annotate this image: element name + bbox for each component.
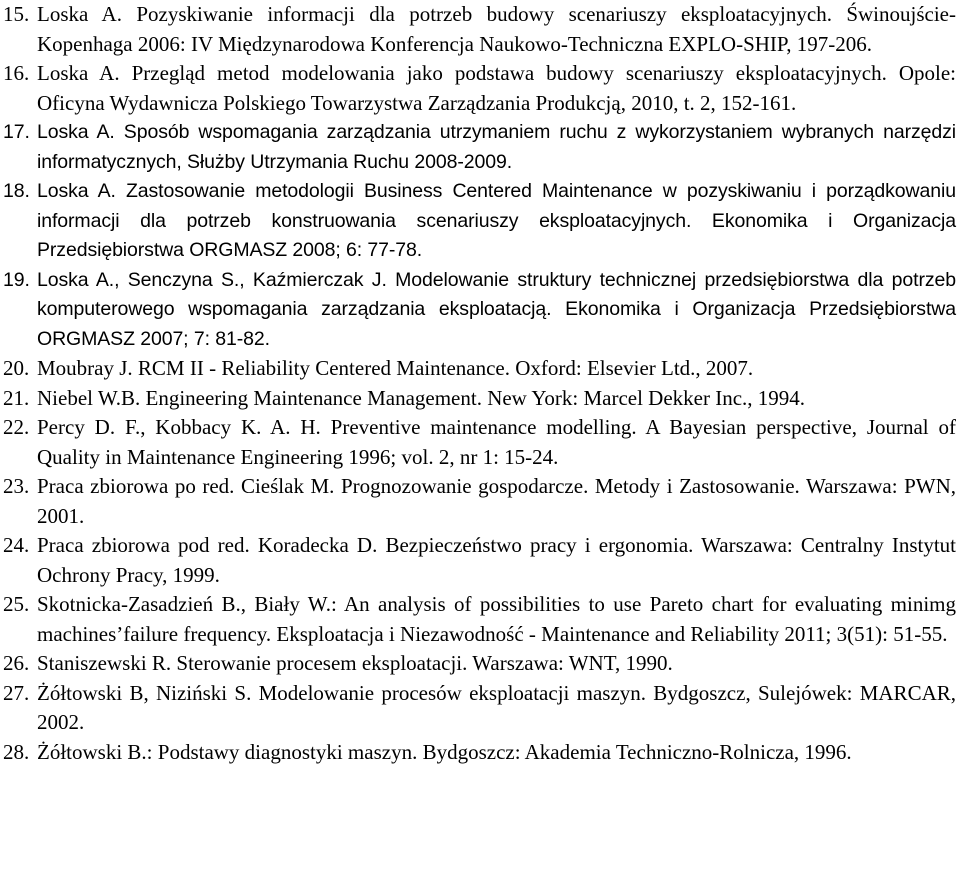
reference-item: [0, 413, 960, 472]
reference-item: [0, 590, 960, 649]
reference-number: 16.: [3, 61, 30, 85]
reference-text: Niebel W.B. Engineering Maintenance Management. New York: Marcel Dekker Inc., 1994.: [37, 385, 806, 410]
reference-item: [0, 384, 960, 414]
reference-number: 21.: [3, 385, 30, 410]
reference-text: Loska A. Pozyskiwanie informacji dla potrzeb budowy scenariuszy eksploatacyjnych. Świnoujście-Kopenhaga 2006: IV Międzynarodowa Konferencja Naukowo-Techniczna EXPLO-SHIP, 197-206.: [37, 2, 956, 56]
reference-number: 28.: [3, 739, 30, 764]
reference-item: [0, 266, 960, 355]
reference-item: [0, 679, 960, 738]
reference-text: Praca zbiorowa pod red. Koradecka D. Bezpieczeństwo pracy i ergonomia. Warszawa: Centralny Instytut Ochrony Pracy, 1999.: [37, 533, 956, 587]
reference-text: Loska A. Przegląd metod modelowania jako podstawa budowy scenariuszy eksploatacyjnych. Opole: Oficyna Wydawnicza Polskiego Towarzystwa Zarządzania Produkcją, 2010, t. 2, 152-161.: [37, 61, 956, 115]
reference-number: 19.: [3, 268, 30, 291]
reference-text: Praca zbiorowa po red. Cieślak M. Prognozowanie gospodarcze. Metody i Zastosowanie. Warszawa: PWN, 2001.: [37, 474, 956, 528]
reference-item: [0, 354, 960, 384]
reference-text: Staniszewski R. Sterowanie procesem eksploatacji. Warszawa: WNT, 1990.: [37, 651, 673, 675]
reference-item: [0, 649, 960, 679]
reference-text: Skotnicka-Zasadzień B., Biały W.: An analysis of possibilities to use Pareto chart for evaluating minimg machines’failure frequency. Eksploatacja i Niezawodność - Maintenance and Reliability 2011; 3(51): 51-55.: [37, 592, 956, 646]
reference-text: Loska A. Zastosowanie metodologii Business Centered Maintenance w pozyskiwaniu i porządkowaniu informacji dla potrzeb konstruowania scenariuszy eksploatacyjnych. Ekonomika i Organizacja Przedsiębiorstwa ORGMASZ 2008; 6: 77-78.: [37, 180, 956, 261]
reference-text: Moubray J. RCM II - Reliability Centered Maintenance. Oxford: Elsevier Ltd., 2007.: [37, 356, 754, 380]
reference-number: 25.: [3, 592, 30, 616]
reference-number: 20.: [3, 356, 30, 380]
reference-item: [0, 59, 960, 118]
reference-text: Żółtowski B, Niziński S. Modelowanie procesów eksploatacji maszyn. Bydgoszcz, Sulejówek: MARCAR, 2002.: [37, 680, 956, 734]
reference-text: Percy D. F., Kobbacy K. A. H. Preventive maintenance modelling. A Bayesian perspective, Journal of Quality in Maintenance Engineering 1996; vol. 2, nr 1: 15-24.: [37, 415, 956, 469]
reference-item: [0, 738, 960, 768]
reference-number: 18.: [3, 180, 30, 202]
reference-item: [0, 531, 960, 590]
reference-number: 24.: [3, 533, 30, 557]
reference-text: Loska A., Senczyna S., Kaźmierczak J. Modelowanie struktury technicznej przedsiębiorstwa dla potrzeb komputerowego wspomagania zarządzania eksploatacją. Ekonomika i Organizacja Przedsiębiorstwa ORGMASZ 2007; 7: 81-82.: [37, 268, 956, 350]
reference-item: [0, 0, 960, 59]
reference-number: 22.: [3, 415, 30, 439]
reference-number: 23.: [3, 474, 30, 498]
reference-text: Loska A. Sposób wspomagania zarządzania utrzymaniem ruchu z wykorzystaniem wybranych narzędzi informatycznych, Służby Utrzymania Ruchu 2008-2009.: [37, 121, 956, 173]
reference-number: 27.: [3, 680, 30, 705]
reference-number: 26.: [3, 651, 30, 675]
reference-number: 17.: [3, 121, 30, 143]
reference-item: [0, 177, 960, 266]
reference-item: [0, 472, 960, 531]
reference-text: Żółtowski B.: Podstawy diagnostyki maszyn. Bydgoszcz: Akademia Techniczno-Rolnicza, 1996.: [37, 739, 852, 764]
reference-item: [0, 118, 960, 177]
reference-number: 15.: [3, 2, 30, 26]
